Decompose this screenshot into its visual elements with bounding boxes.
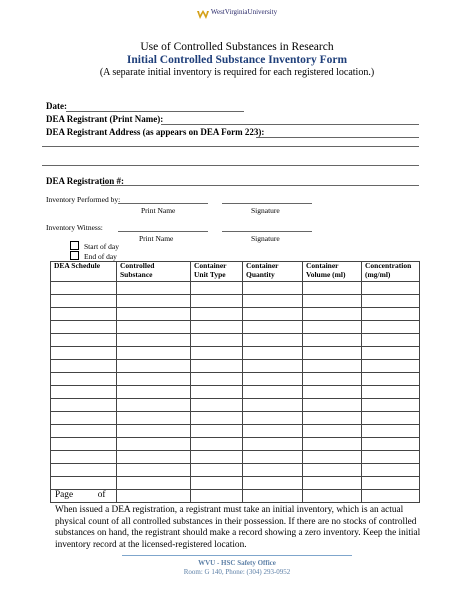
header-container-volume: Container Volume (ml) <box>303 262 362 282</box>
table-cell[interactable] <box>243 399 303 412</box>
performed-by-name-field[interactable] <box>118 203 208 204</box>
table-cell[interactable] <box>117 308 191 321</box>
table-cell[interactable] <box>191 399 243 412</box>
table-cell[interactable] <box>243 282 303 295</box>
table-cell[interactable] <box>51 321 117 334</box>
table-cell[interactable] <box>243 464 303 477</box>
table-cell[interactable] <box>303 295 362 308</box>
performed-by-label: Inventory Performed by: <box>46 195 121 204</box>
table-cell[interactable] <box>191 308 243 321</box>
end-of-day-label: End of day <box>84 252 117 261</box>
table-cell[interactable] <box>303 334 362 347</box>
table-cell[interactable] <box>117 464 191 477</box>
table-cell[interactable] <box>303 386 362 399</box>
table-cell[interactable] <box>362 360 420 373</box>
table-row <box>51 477 420 490</box>
table-cell[interactable] <box>362 399 420 412</box>
university-logo <box>0 7 474 25</box>
table-cell[interactable] <box>303 412 362 425</box>
table-cell[interactable] <box>117 425 191 438</box>
table-cell[interactable] <box>362 412 420 425</box>
table-row <box>51 438 420 451</box>
end-of-day-checkbox[interactable] <box>70 251 79 260</box>
address-field-line-1[interactable] <box>256 137 419 138</box>
address-label: DEA Registrant Address (as appears on DEA Form 223): <box>46 127 265 137</box>
table-row <box>51 399 420 412</box>
registration-field[interactable] <box>101 185 419 186</box>
table-cell[interactable] <box>243 373 303 386</box>
table-cell[interactable] <box>51 451 117 464</box>
table-cell[interactable] <box>303 321 362 334</box>
table-cell[interactable] <box>117 373 191 386</box>
table-cell[interactable] <box>362 477 420 490</box>
table-cell[interactable] <box>117 477 191 490</box>
table-cell[interactable] <box>303 490 362 503</box>
table-cell[interactable] <box>243 412 303 425</box>
table-cell[interactable] <box>362 451 420 464</box>
table-cell[interactable] <box>243 477 303 490</box>
table-cell[interactable] <box>303 373 362 386</box>
table-cell[interactable] <box>303 438 362 451</box>
table-cell[interactable] <box>191 386 243 399</box>
table-cell[interactable] <box>117 295 191 308</box>
table-cell[interactable] <box>362 347 420 360</box>
performed-by-signature-field[interactable] <box>222 203 312 204</box>
table-cell[interactable] <box>243 321 303 334</box>
table-cell[interactable] <box>117 334 191 347</box>
table-row <box>51 347 420 360</box>
table-cell[interactable] <box>303 399 362 412</box>
table-row <box>51 308 420 321</box>
registration-label: DEA Registration #: <box>46 176 124 186</box>
table-row <box>51 425 420 438</box>
table-cell[interactable] <box>303 477 362 490</box>
footer-contact: Room: G 140, Phone: (304) 293-0952 <box>183 568 291 576</box>
table-cell[interactable] <box>51 399 117 412</box>
table-row <box>51 386 420 399</box>
table-cell[interactable] <box>191 412 243 425</box>
table-cell[interactable] <box>362 438 420 451</box>
table-header-row <box>51 262 420 282</box>
table-cell[interactable] <box>117 399 191 412</box>
table-row <box>51 490 420 503</box>
table-cell[interactable] <box>243 490 303 503</box>
table-cell[interactable] <box>303 282 362 295</box>
table-cell[interactable] <box>51 334 117 347</box>
performed-by-signature-caption: Signature <box>251 206 280 215</box>
table-cell[interactable] <box>51 347 117 360</box>
table-cell[interactable] <box>117 347 191 360</box>
table-cell[interactable] <box>362 386 420 399</box>
table-cell[interactable] <box>243 438 303 451</box>
table-cell[interactable] <box>362 464 420 477</box>
table-cell[interactable] <box>303 347 362 360</box>
header-concentration: Concentration (mg/ml) <box>362 262 420 282</box>
witness-name-field[interactable] <box>118 231 208 232</box>
table-cell[interactable] <box>243 386 303 399</box>
table-cell[interactable] <box>51 308 117 321</box>
table-cell[interactable] <box>243 425 303 438</box>
table-cell[interactable] <box>303 425 362 438</box>
table-row <box>51 412 420 425</box>
page-title: Use of Controlled Substances in Research <box>140 41 334 53</box>
table-cell[interactable] <box>191 451 243 464</box>
footer-office: WVU - HSC Safety Office <box>198 559 276 567</box>
address-field-line-3[interactable] <box>42 165 419 166</box>
performed-by-print-name-caption: Print Name <box>141 206 176 215</box>
table-row <box>51 451 420 464</box>
table-cell[interactable] <box>51 425 117 438</box>
table-cell[interactable] <box>362 308 420 321</box>
table-cell[interactable] <box>243 347 303 360</box>
flying-wv-icon <box>197 7 209 17</box>
inventory-table <box>50 261 420 503</box>
table-cell[interactable] <box>362 373 420 386</box>
table-cell[interactable] <box>191 334 243 347</box>
table-cell[interactable] <box>191 373 243 386</box>
table-cell[interactable] <box>191 295 243 308</box>
header-controlled-substance: Controlled Substance <box>117 262 191 282</box>
registrant-label: DEA Registrant (Print Name): <box>46 114 164 124</box>
footer-divider <box>122 555 352 556</box>
table-row <box>51 321 420 334</box>
witness-label: Inventory Witness: <box>46 223 103 232</box>
table-cell[interactable] <box>303 360 362 373</box>
table-cell[interactable] <box>117 360 191 373</box>
logo-text: WestVirginiaUniversity <box>210 8 278 16</box>
table-cell[interactable] <box>117 321 191 334</box>
header-container-quantity: Container Quantity <box>243 262 303 282</box>
table-cell[interactable] <box>362 425 420 438</box>
table-cell[interactable] <box>303 308 362 321</box>
table-cell[interactable] <box>191 321 243 334</box>
witness-print-name-caption: Print Name <box>139 234 174 243</box>
table-cell[interactable] <box>191 282 243 295</box>
table-cell[interactable] <box>51 360 117 373</box>
table-cell[interactable] <box>191 425 243 438</box>
table-cell[interactable] <box>117 386 191 399</box>
header-dea-schedule: DEA Schedule <box>51 262 117 282</box>
header-container-unit-type: Container Unit Type <box>191 262 243 282</box>
table-cell[interactable] <box>51 295 117 308</box>
table-row <box>51 360 420 373</box>
table-cell[interactable] <box>362 282 420 295</box>
table-cell[interactable] <box>243 451 303 464</box>
table-row <box>51 282 420 295</box>
start-of-day-checkbox[interactable] <box>70 241 79 250</box>
table-row <box>51 373 420 386</box>
table-cell[interactable] <box>362 321 420 334</box>
witness-signature-caption: Signature <box>251 234 280 243</box>
date-label: Date: <box>46 101 67 111</box>
table-cell[interactable] <box>362 490 420 503</box>
table-row <box>51 295 420 308</box>
start-of-day-label: Start of day <box>84 242 119 251</box>
table-row <box>51 334 420 347</box>
table-cell[interactable] <box>303 464 362 477</box>
table-cell[interactable] <box>117 412 191 425</box>
table-cell[interactable] <box>51 477 117 490</box>
table-cell[interactable] <box>243 334 303 347</box>
table-cell[interactable] <box>243 360 303 373</box>
table-cell[interactable] <box>117 282 191 295</box>
table-cell[interactable] <box>117 438 191 451</box>
table-cell[interactable] <box>191 464 243 477</box>
witness-signature-field[interactable] <box>222 231 312 232</box>
table-cell[interactable] <box>191 360 243 373</box>
page-label: Page <box>55 490 74 500</box>
table-cell[interactable] <box>243 308 303 321</box>
form-note: (A separate initial inventory is required for each registered location.) <box>99 67 375 78</box>
instructions-paragraph: When issued a DEA registration, a registrant must take an initial inventory, which is an actual physical count of all controlled substances in their possession. If there are no stocks of controlled substances on hand, the registrant should make a record showing a zero inventory. Keep the initial inventory record at the licensed-registered location. <box>55 505 421 551</box>
end-of-day-option[interactable] <box>70 251 117 261</box>
table-cell[interactable] <box>191 477 243 490</box>
address-field-line-2[interactable] <box>42 146 419 147</box>
table-cell[interactable] <box>362 295 420 308</box>
table-cell[interactable] <box>51 282 117 295</box>
table-cell[interactable] <box>191 347 243 360</box>
table-cell[interactable] <box>51 438 117 451</box>
page-of-label: of <box>97 490 106 500</box>
table-cell[interactable] <box>51 464 117 477</box>
table-row <box>51 464 420 477</box>
form-title: Initial Controlled Substance Inventory Form <box>126 54 348 66</box>
registrant-field[interactable] <box>161 124 419 125</box>
table-cell[interactable] <box>51 386 117 399</box>
page-counter <box>55 490 105 500</box>
table-cell[interactable] <box>243 295 303 308</box>
table-cell[interactable] <box>191 490 243 503</box>
table-cell[interactable] <box>51 412 117 425</box>
date-field[interactable] <box>66 111 244 112</box>
table-cell[interactable] <box>117 451 191 464</box>
table-cell[interactable] <box>191 438 243 451</box>
table-cell[interactable] <box>51 373 117 386</box>
table-cell[interactable] <box>362 334 420 347</box>
start-of-day-option[interactable] <box>70 241 119 251</box>
table-cell[interactable] <box>303 451 362 464</box>
table-cell[interactable] <box>117 490 191 503</box>
